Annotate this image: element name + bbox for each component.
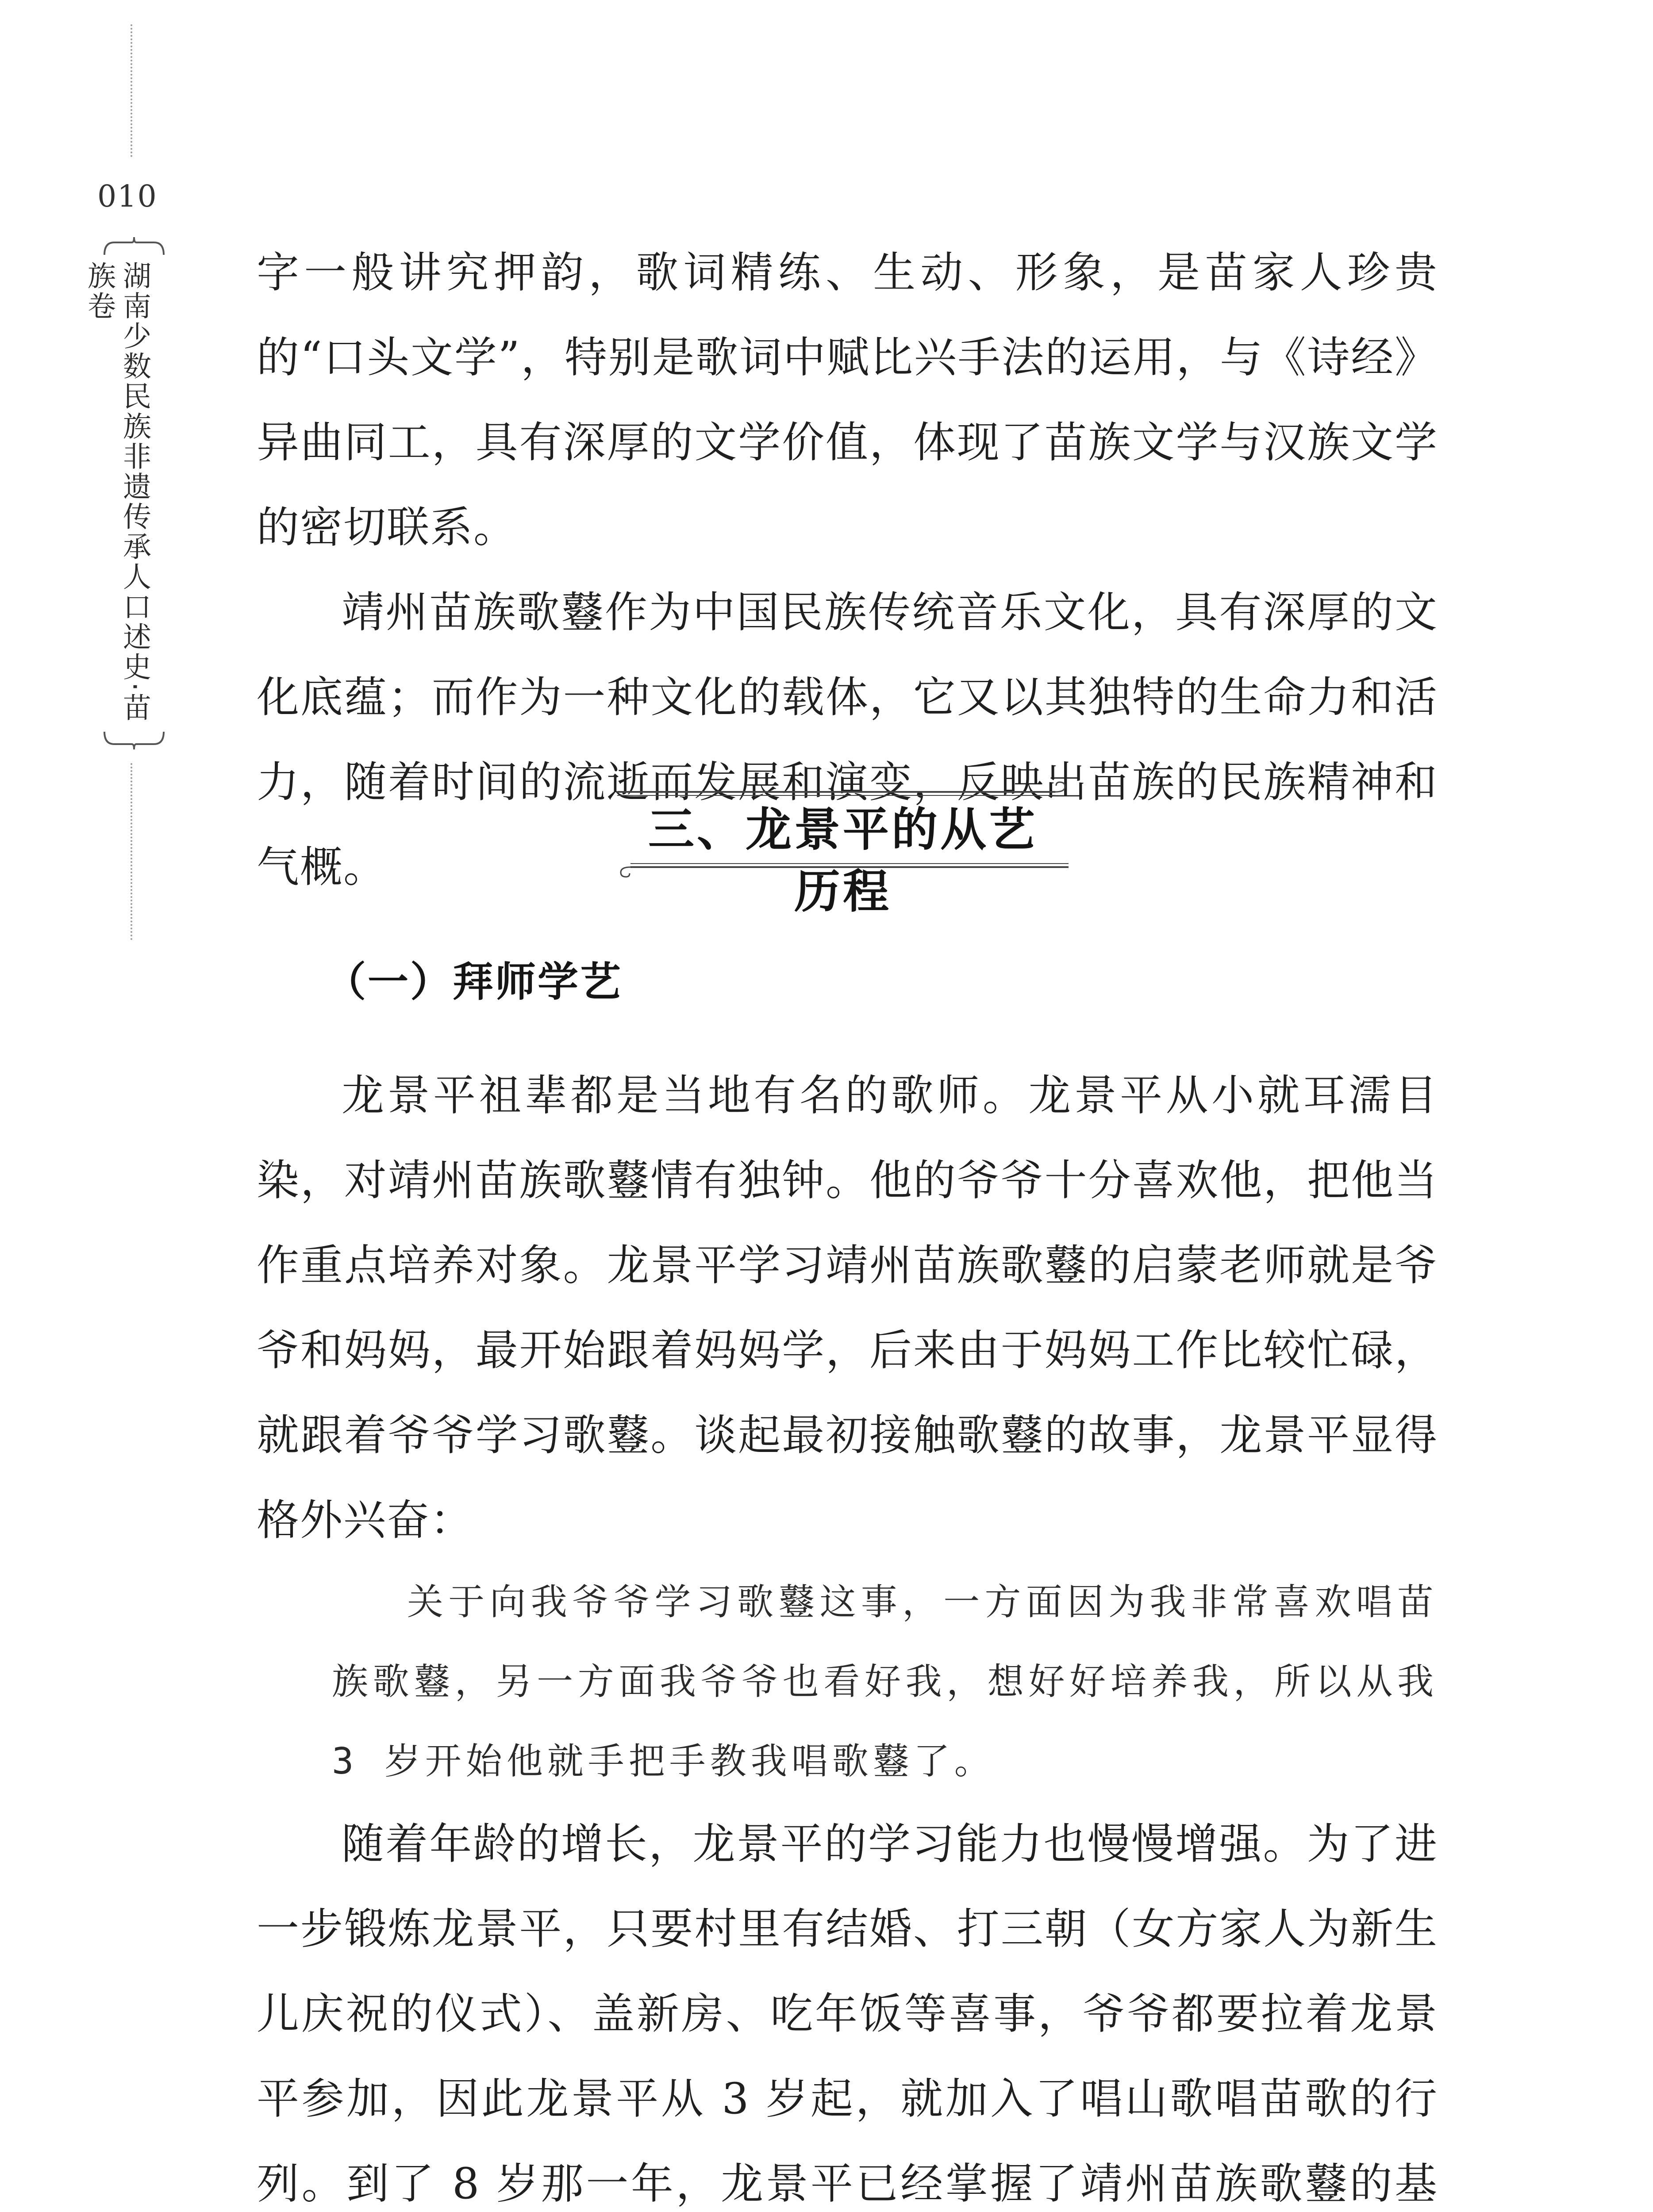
body-text-block bbox=[257, 1053, 1438, 2212]
margin-dotted-line-bottom bbox=[131, 763, 132, 940]
intro-paragraph-1: 字一般讲究押韵，歌词精练、生动、形象，是苗家人珍贵的“口头文学”，特别是歌词中赋比兴手法的运用，与《诗经》异曲同工，具有深厚的文学价值，体现了苗族文学与汉族文学的密切联系。 bbox=[257, 248, 1438, 552]
heading-rule-bottom-icon bbox=[617, 858, 1069, 880]
subsection-heading: （一）拜师学艺 bbox=[325, 958, 623, 1006]
section-heading-block bbox=[617, 779, 1069, 918]
page-number: 010 bbox=[97, 179, 158, 214]
body-paragraph-2: 随着年龄的增长，龙景平的学习能力也慢慢增强。为了进一步锻炼龙景平，只要村里有结婚、打三朝（女方家人为新生儿庆祝的仪式）、盖新房、吃年饭等喜事，爷爷都要拉着龙景平参加，因此龙景平从 3 岁起，就加入了唱山歌唱苗歌的行列。到了 8 岁那一年，龙景平已经掌握了靖州苗族歌鼟的基 bbox=[257, 1819, 1438, 2208]
running-head-text: 湖南少数民族非遗传承人口述史·苗族卷 bbox=[83, 261, 151, 723]
intro-paragraph-2: 靖州苗族歌鼟作为中国民族传统音乐文化，具有深厚的文化底蕴；而作为一种文化的载体，它又以其独特的生命力和活力，随着时间的流逝而发展和演变，反映出苗族的民族精神和气概。 bbox=[257, 588, 1438, 892]
running-head-bracket-bottom-icon bbox=[101, 730, 167, 752]
section-heading: 三、龙景平的从艺历程 bbox=[648, 803, 1038, 918]
quote-paragraph-1: 关于向我爷爷学习歌鼟这事，一方面因为我非常喜欢唱苗族歌鼟，另一方面我爷爷也看好我，想好好培养我，所以从我 3 岁开始他就手把手教我唱歌鼟了。 bbox=[332, 1581, 1438, 1782]
margin-dotted-line-top bbox=[131, 24, 132, 157]
running-head bbox=[83, 234, 172, 752]
body-paragraph-1: 龙景平祖辈都是当地有名的歌师。龙景平从小就耳濡目染，对靖州苗族歌鼟情有独钟。他的爷爷十分喜欢他，把他当作重点培养对象。龙景平学习靖州苗族歌鼟的启蒙老师就是爷爷和妈妈，最开始跟着妈妈学，后来由于妈妈工作比较忙碌，就跟着爷爷学习歌鼟。谈起最初接触歌鼟的故事，龙景平显得格外兴奋： bbox=[257, 1071, 1438, 1545]
heading-rule-top-icon bbox=[617, 779, 1069, 801]
running-head-bracket-top-icon bbox=[101, 234, 167, 257]
